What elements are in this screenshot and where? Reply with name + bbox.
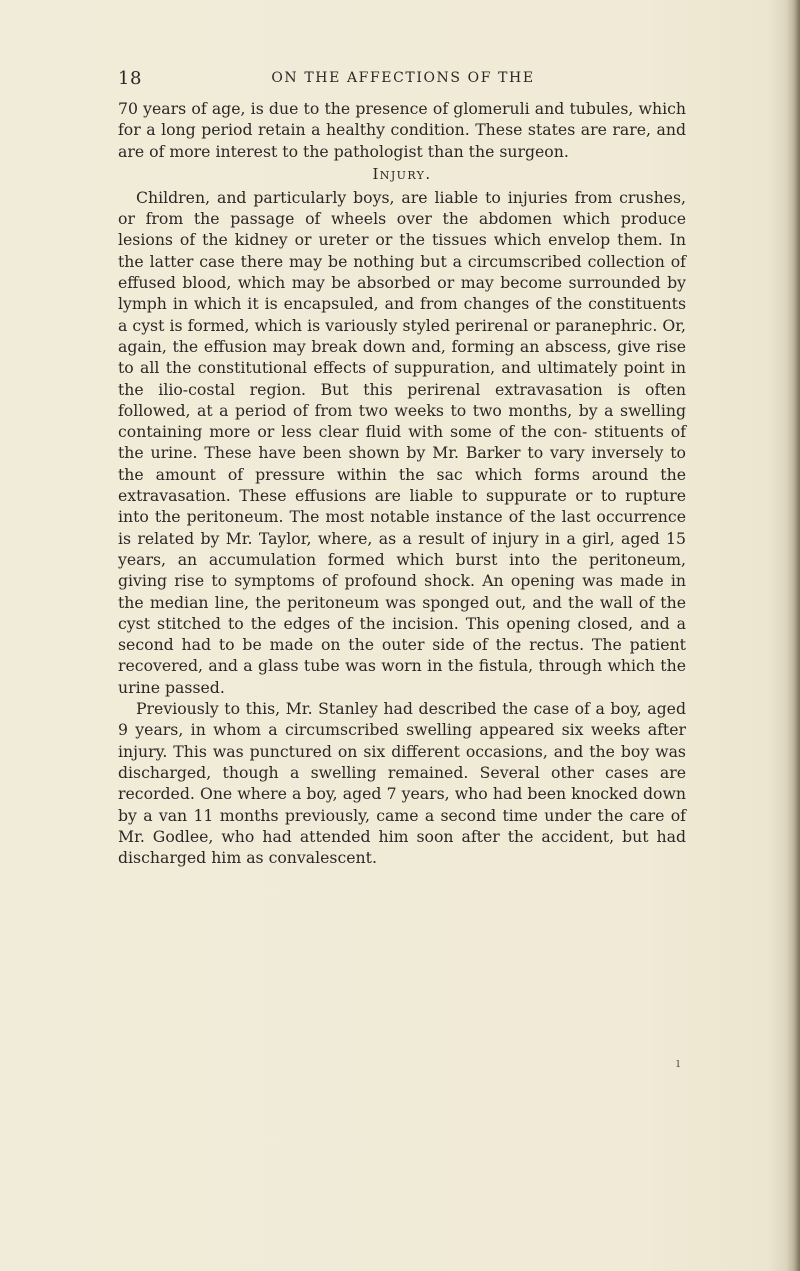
- section-heading: Injury.: [372, 164, 432, 183]
- paragraph-previously: Previously to this, Mr. Stanley had described the case of a boy, aged 9 years, in whom a circumscribed swelling appeared six weeks after injury. This was punctured on six different occasions, and the boy was discharged, though a swelling remained. Several other cases are recorded. One where a boy, aged 7 years, who had been knocked down by a van 11 months previously, came a second time under the care of Mr. Godlee, who had attended him soon after the accident, but had discharged him as convalescent.: [118, 699, 686, 868]
- page-number: 18: [118, 68, 142, 89]
- paragraph-injury: Children, and particularly boys, are liable to injuries from crushes, or from the passage of wheels over the abdomen which produce lesions of the kidney or ureter or the tissues which envelop them. In the latter case there may be nothing but a circumscribed collection of effused blood, which may be absorbed or may become surrounded by lymph in which it is encapsuled, and from changes of the constituents a cyst is formed, which is variously styled perirenal or paranephric. Or, again, the effusion may break down and, forming an abscess, give rise to all the constitutional effects of suppuration, and ultimately point in the ilio-costal region. But this perirenal extravasation is often followed, at a period of from two weeks to two months, by a swelling containing more or less clear fluid with some of the con- stituents of the urine. These have been shown by Mr. Barker to vary inversely to the amount of pressure within the sac which forms around the extravasation. These effusions are liable to suppurate or to rupture into the peritoneum. The most notable instance of the last occurrence is related by Mr. Taylor, where, as a result of injury in a girl, aged 15 years, an accumulation formed which burst into the peritoneum, giving rise to symptoms of profound shock. An opening was made in the median line, the peritoneum was sponged out, and the wall of the cyst stitched to the edges of the incision. This opening closed, and a second had to be made on the outer side of the rectus. The patient recovered, and a glass tube was worn in the fistula, through which the urine passed.: [118, 187, 686, 697]
- stray-ink-mark: ı: [676, 1056, 681, 1071]
- running-title: ON THE AFFECTIONS OF THE: [271, 70, 535, 86]
- running-head: [118, 68, 688, 92]
- page-edge-shadow: [786, 0, 800, 1271]
- body-text: [118, 98, 686, 868]
- paragraph-continuation: 70 years of age, is due to the presence of glomeruli and tubules, which for a long period retain a healthy condition. These states are rare, and are of more interest to the pathologist than the surgeon.: [118, 99, 686, 161]
